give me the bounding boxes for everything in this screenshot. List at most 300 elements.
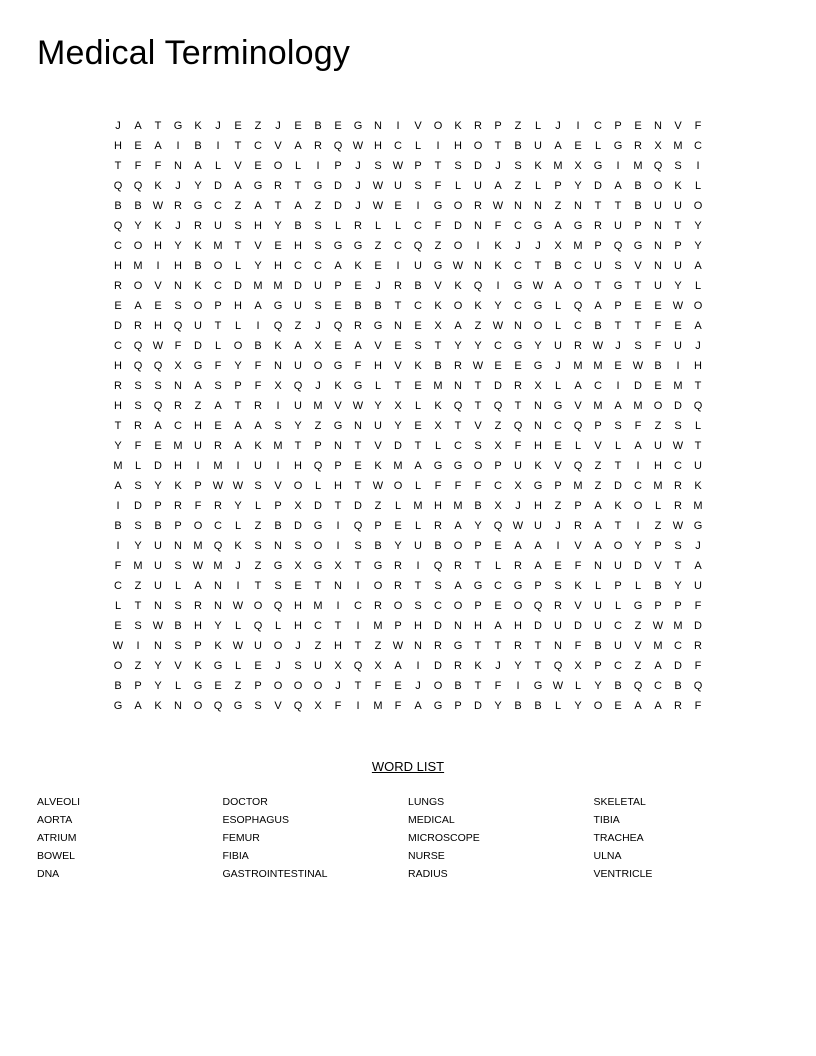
- grid-letter: E: [394, 520, 402, 532]
- grid-letter: A: [414, 700, 422, 712]
- grid-letter: P: [674, 240, 682, 252]
- grid-letter: N: [534, 200, 542, 212]
- grid-letter: Y: [114, 440, 122, 452]
- grid-letter: P: [594, 420, 602, 432]
- grid-letter: F: [354, 360, 362, 372]
- grid-letter: R: [454, 560, 462, 572]
- grid-letter: I: [396, 260, 400, 272]
- grid-letter: O: [693, 300, 703, 312]
- grid-letter: M: [373, 620, 383, 632]
- grid-letter: J: [555, 520, 561, 532]
- word-list-column: [37, 795, 223, 885]
- grid-letter: T: [694, 440, 702, 452]
- grid-letter: J: [175, 220, 181, 232]
- grid-letter: T: [334, 500, 342, 512]
- grid-letter: X: [294, 500, 302, 512]
- word-list-item: ULNA: [593, 850, 622, 862]
- grid-letter: D: [634, 380, 642, 392]
- grid-letter: E: [354, 280, 362, 292]
- grid-letter: I: [256, 320, 260, 332]
- grid-letter: I: [276, 460, 280, 472]
- grid-letter: W: [152, 340, 164, 352]
- grid-letter: H: [694, 360, 702, 372]
- grid-letter: P: [634, 220, 642, 232]
- grid-letter: N: [274, 360, 282, 372]
- grid-letter: O: [213, 260, 223, 272]
- grid-letter: K: [694, 480, 702, 492]
- grid-letter: V: [274, 700, 282, 712]
- grid-letter: N: [514, 320, 522, 332]
- grid-letter: W: [472, 360, 484, 372]
- grid-letter: N: [474, 220, 482, 232]
- grid-letter: N: [174, 380, 182, 392]
- grid-letter: K: [494, 240, 502, 252]
- grid-letter: W: [212, 480, 224, 492]
- grid-letter: B: [114, 200, 122, 212]
- grid-letter: P: [554, 480, 562, 492]
- grid-letter: U: [154, 580, 162, 592]
- grid-letter: O: [313, 360, 323, 372]
- grid-letter: E: [394, 340, 402, 352]
- grid-letter: K: [194, 280, 202, 292]
- grid-letter: U: [554, 340, 562, 352]
- grid-letter: K: [274, 340, 282, 352]
- grid-letter: U: [654, 200, 662, 212]
- grid-letter: B: [514, 140, 522, 152]
- grid-letter: B: [634, 200, 642, 212]
- word-list-item: AORTA: [37, 814, 73, 826]
- grid-letter: E: [614, 700, 622, 712]
- grid-letter: H: [434, 500, 442, 512]
- grid-letter: W: [232, 600, 244, 612]
- grid-letter: W: [232, 640, 244, 652]
- grid-letter: X: [574, 660, 582, 672]
- grid-letter: T: [294, 180, 302, 192]
- grid-letter: S: [134, 620, 142, 632]
- grid-letter: E: [394, 200, 402, 212]
- grid-letter: H: [374, 360, 382, 372]
- grid-letter: T: [514, 400, 522, 412]
- grid-letter: C: [174, 420, 182, 432]
- grid-letter: C: [554, 420, 562, 432]
- grid-letter: T: [534, 260, 542, 272]
- grid-letter: V: [334, 400, 342, 412]
- grid-letter: C: [434, 600, 442, 612]
- grid-letter: D: [634, 560, 642, 572]
- grid-letter: M: [633, 400, 643, 412]
- grid-letter: E: [274, 240, 282, 252]
- word-list-title: WORD LIST: [371, 759, 445, 774]
- grid-letter: M: [273, 280, 283, 292]
- grid-letter: M: [633, 160, 643, 172]
- grid-letter: A: [234, 420, 242, 432]
- grid-letter: W: [672, 520, 684, 532]
- grid-letter: W: [552, 680, 564, 692]
- grid-letter: J: [115, 120, 121, 132]
- grid-letter: H: [114, 360, 122, 372]
- grid-letter: H: [194, 620, 202, 632]
- grid-letter: W: [352, 140, 364, 152]
- grid-letter: G: [693, 520, 703, 532]
- grid-letter: R: [354, 320, 362, 332]
- grid-letter: Z: [494, 420, 502, 432]
- grid-letter: L: [274, 620, 282, 632]
- grid-letter: Q: [613, 240, 623, 252]
- grid-letter: T: [234, 400, 242, 412]
- grid-letter: J: [215, 120, 221, 132]
- grid-letter: Z: [434, 240, 442, 252]
- grid-letter: M: [213, 240, 223, 252]
- grid-letter: F: [434, 220, 442, 232]
- grid-letter: A: [134, 120, 142, 132]
- grid-letter: T: [474, 640, 482, 652]
- grid-letter: N: [334, 580, 342, 592]
- grid-letter: L: [454, 180, 462, 192]
- grid-letter: H: [414, 620, 422, 632]
- grid-letter: W: [392, 640, 404, 652]
- grid-letter: J: [555, 120, 561, 132]
- grid-letter: Z: [474, 320, 482, 332]
- grid-letter: G: [373, 320, 383, 332]
- grid-letter: U: [154, 560, 162, 572]
- grid-letter: L: [334, 220, 342, 232]
- grid-letter: M: [413, 500, 423, 512]
- grid-letter: S: [134, 400, 142, 412]
- grid-letter: P: [594, 240, 602, 252]
- grid-letter: I: [516, 680, 520, 692]
- grid-letter: L: [114, 600, 122, 612]
- grid-letter: T: [434, 160, 442, 172]
- grid-letter: E: [334, 340, 342, 352]
- grid-letter: E: [114, 300, 122, 312]
- grid-letter: E: [394, 680, 402, 692]
- grid-letter: M: [133, 560, 143, 572]
- grid-letter: J: [355, 160, 361, 172]
- grid-letter: E: [574, 140, 582, 152]
- grid-letter: T: [114, 420, 122, 432]
- grid-letter: R: [134, 320, 142, 332]
- grid-letter: Y: [394, 420, 402, 432]
- grid-letter: T: [434, 340, 442, 352]
- grid-letter: J: [515, 240, 521, 252]
- grid-letter: E: [254, 660, 262, 672]
- grid-letter: T: [354, 680, 362, 692]
- grid-letter: D: [134, 500, 142, 512]
- grid-letter: L: [494, 560, 502, 572]
- grid-letter: V: [474, 420, 482, 432]
- grid-letter: G: [453, 640, 463, 652]
- grid-letter: Y: [374, 400, 382, 412]
- grid-letter: C: [394, 140, 402, 152]
- grid-letter: A: [654, 660, 662, 672]
- grid-letter: E: [234, 120, 242, 132]
- grid-letter: L: [214, 340, 222, 352]
- grid-letter: P: [494, 120, 502, 132]
- grid-letter: D: [294, 280, 302, 292]
- grid-letter: S: [514, 160, 522, 172]
- grid-letter: L: [414, 140, 422, 152]
- grid-letter: Z: [254, 560, 262, 572]
- grid-letter: A: [354, 340, 362, 352]
- grid-letter: G: [113, 700, 123, 712]
- grid-letter: E: [374, 260, 382, 272]
- grid-letter: P: [194, 480, 202, 492]
- grid-letter: A: [694, 260, 702, 272]
- grid-letter: K: [534, 160, 542, 172]
- grid-letter: V: [574, 400, 582, 412]
- grid-letter: S: [174, 600, 182, 612]
- grid-letter: C: [114, 240, 122, 252]
- grid-letter: S: [254, 480, 262, 492]
- grid-letter: B: [594, 640, 602, 652]
- grid-letter: E: [134, 140, 142, 152]
- word-list-item: DOCTOR: [222, 796, 268, 808]
- grid-letter: H: [274, 260, 282, 272]
- grid-letter: P: [274, 500, 282, 512]
- grid-letter: P: [194, 640, 202, 652]
- grid-letter: A: [694, 560, 702, 572]
- grid-letter: V: [234, 160, 242, 172]
- grid-letter: P: [154, 500, 162, 512]
- grid-letter: P: [414, 160, 422, 172]
- grid-letter: Y: [394, 540, 402, 552]
- grid-letter: I: [496, 280, 500, 292]
- grid-letter: B: [274, 520, 282, 532]
- grid-letter: I: [336, 540, 340, 552]
- grid-letter: M: [253, 280, 263, 292]
- grid-letter: U: [674, 340, 682, 352]
- grid-letter: F: [574, 560, 582, 572]
- grid-letter: R: [474, 120, 482, 132]
- grid-letter: N: [174, 280, 182, 292]
- grid-letter: A: [634, 700, 642, 712]
- grid-letter: L: [534, 180, 542, 192]
- grid-letter: C: [574, 320, 582, 332]
- grid-letter: V: [254, 240, 262, 252]
- grid-letter: S: [294, 540, 302, 552]
- grid-letter: O: [293, 680, 303, 692]
- grid-letter: Y: [574, 180, 582, 192]
- grid-letter: Y: [234, 500, 242, 512]
- grid-letter: B: [534, 700, 542, 712]
- grid-letter: R: [394, 560, 402, 572]
- grid-letter: K: [154, 220, 162, 232]
- grid-letter: M: [393, 460, 403, 472]
- grid-letter: J: [615, 340, 621, 352]
- grid-letter: T: [254, 580, 262, 592]
- grid-letter: P: [574, 500, 582, 512]
- grid-letter: S: [154, 380, 162, 392]
- grid-letter: R: [674, 500, 682, 512]
- grid-letter: R: [274, 180, 282, 192]
- grid-letter: M: [113, 460, 123, 472]
- grid-letter: U: [694, 580, 702, 592]
- grid-letter: T: [334, 620, 342, 632]
- grid-letter: X: [434, 420, 442, 432]
- grid-letter: L: [174, 680, 182, 692]
- grid-letter: W: [192, 560, 204, 572]
- grid-letter: A: [234, 180, 242, 192]
- grid-letter: F: [434, 180, 442, 192]
- grid-letter: K: [234, 540, 242, 552]
- grid-letter: Q: [153, 360, 163, 372]
- grid-letter: M: [673, 140, 683, 152]
- grid-letter: G: [573, 220, 583, 232]
- grid-letter: U: [214, 220, 222, 232]
- grid-letter: I: [316, 160, 320, 172]
- grid-letter: X: [314, 340, 322, 352]
- grid-letter: Y: [474, 340, 482, 352]
- grid-letter: M: [193, 540, 203, 552]
- grid-letter: Q: [493, 400, 503, 412]
- grid-letter: B: [454, 680, 462, 692]
- grid-letter: H: [374, 140, 382, 152]
- grid-letter: A: [294, 200, 302, 212]
- grid-letter: N: [414, 640, 422, 652]
- grid-letter: R: [214, 440, 222, 452]
- grid-letter: Z: [594, 480, 602, 492]
- grid-letter: O: [473, 460, 483, 472]
- grid-letter: G: [513, 340, 523, 352]
- grid-letter: X: [494, 500, 502, 512]
- grid-letter: B: [174, 620, 182, 632]
- grid-letter: Z: [554, 500, 562, 512]
- grid-letter: E: [654, 300, 662, 312]
- grid-letter: I: [356, 580, 360, 592]
- grid-letter: D: [394, 440, 402, 452]
- grid-letter: O: [453, 300, 463, 312]
- grid-letter: P: [234, 380, 242, 392]
- grid-letter: V: [654, 560, 662, 572]
- grid-letter: C: [634, 480, 642, 492]
- grid-letter: O: [193, 300, 203, 312]
- grid-letter: Q: [353, 520, 363, 532]
- word-list: [37, 795, 779, 885]
- grid-letter: J: [375, 280, 381, 292]
- grid-letter: R: [674, 700, 682, 712]
- grid-letter: V: [174, 660, 182, 672]
- grid-letter: G: [273, 300, 283, 312]
- grid-letter: L: [234, 320, 242, 332]
- grid-letter: X: [434, 320, 442, 332]
- grid-letter: P: [254, 680, 262, 692]
- grid-letter: V: [574, 600, 582, 612]
- grid-letter: G: [213, 660, 223, 672]
- grid-letter: P: [174, 520, 182, 532]
- grid-letter: I: [356, 700, 360, 712]
- grid-letter: I: [416, 560, 420, 572]
- grid-letter: G: [253, 180, 263, 192]
- grid-letter: E: [494, 600, 502, 612]
- grid-letter: N: [174, 160, 182, 172]
- grid-letter: O: [113, 660, 123, 672]
- grid-letter: Q: [293, 380, 303, 392]
- grid-letter: A: [554, 140, 562, 152]
- grid-letter: U: [394, 180, 402, 192]
- grid-letter: T: [354, 440, 362, 452]
- grid-letter: L: [214, 160, 222, 172]
- grid-letter: X: [374, 660, 382, 672]
- grid-letter: F: [154, 160, 162, 172]
- grid-letter: L: [554, 300, 562, 312]
- grid-letter: P: [474, 540, 482, 552]
- grid-letter: W: [352, 400, 364, 412]
- grid-letter: I: [236, 580, 240, 592]
- grid-letter: R: [554, 600, 562, 612]
- grid-letter: B: [154, 520, 162, 532]
- grid-letter: I: [616, 160, 620, 172]
- grid-letter: B: [434, 540, 442, 552]
- grid-letter: N: [354, 420, 362, 432]
- word-list-column: [223, 795, 409, 885]
- grid-letter: U: [194, 320, 202, 332]
- grid-letter: A: [154, 140, 162, 152]
- grid-letter: L: [234, 520, 242, 532]
- grid-letter: E: [154, 440, 162, 452]
- grid-letter: J: [355, 180, 361, 192]
- grid-letter: N: [654, 240, 662, 252]
- grid-letter: C: [494, 580, 502, 592]
- grid-letter: O: [473, 140, 483, 152]
- grid-letter: A: [614, 180, 622, 192]
- grid-letter: N: [654, 220, 662, 232]
- grid-letter: E: [414, 380, 422, 392]
- grid-letter: S: [614, 420, 622, 432]
- grid-letter: D: [334, 200, 342, 212]
- grid-letter: D: [214, 180, 222, 192]
- grid-letter: R: [194, 220, 202, 232]
- grid-letter: P: [314, 440, 322, 452]
- grid-letter: G: [173, 120, 183, 132]
- grid-letter: N: [374, 120, 382, 132]
- grid-letter: C: [114, 580, 122, 592]
- grid-letter: R: [394, 280, 402, 292]
- grid-letter: N: [174, 700, 182, 712]
- grid-letter: J: [695, 340, 701, 352]
- grid-letter: C: [594, 120, 602, 132]
- grid-letter: I: [676, 360, 680, 372]
- grid-letter: A: [114, 480, 122, 492]
- grid-letter: Q: [473, 280, 483, 292]
- grid-letter: E: [254, 160, 262, 172]
- grid-letter: A: [194, 160, 202, 172]
- grid-letter: G: [473, 580, 483, 592]
- grid-letter: Z: [254, 120, 262, 132]
- grid-letter: F: [514, 440, 522, 452]
- grid-letter: H: [514, 620, 522, 632]
- grid-letter: G: [353, 240, 363, 252]
- grid-letter: R: [454, 360, 462, 372]
- grid-letter: U: [594, 260, 602, 272]
- grid-letter: B: [474, 500, 482, 512]
- grid-letter: T: [614, 520, 622, 532]
- page-title: Medical Terminology: [37, 34, 351, 72]
- grid-letter: S: [634, 340, 642, 352]
- grid-letter: Z: [314, 200, 322, 212]
- grid-letter: B: [194, 140, 202, 152]
- grid-letter: A: [594, 500, 602, 512]
- grid-letter: T: [534, 640, 542, 652]
- grid-letter: C: [214, 200, 222, 212]
- grid-letter: Y: [534, 340, 542, 352]
- grid-letter: U: [414, 540, 422, 552]
- grid-letter: B: [594, 320, 602, 332]
- grid-letter: W: [512, 520, 524, 532]
- grid-letter: D: [474, 160, 482, 172]
- grid-letter: Y: [154, 660, 162, 672]
- grid-letter: Y: [154, 680, 162, 692]
- grid-letter: O: [273, 680, 283, 692]
